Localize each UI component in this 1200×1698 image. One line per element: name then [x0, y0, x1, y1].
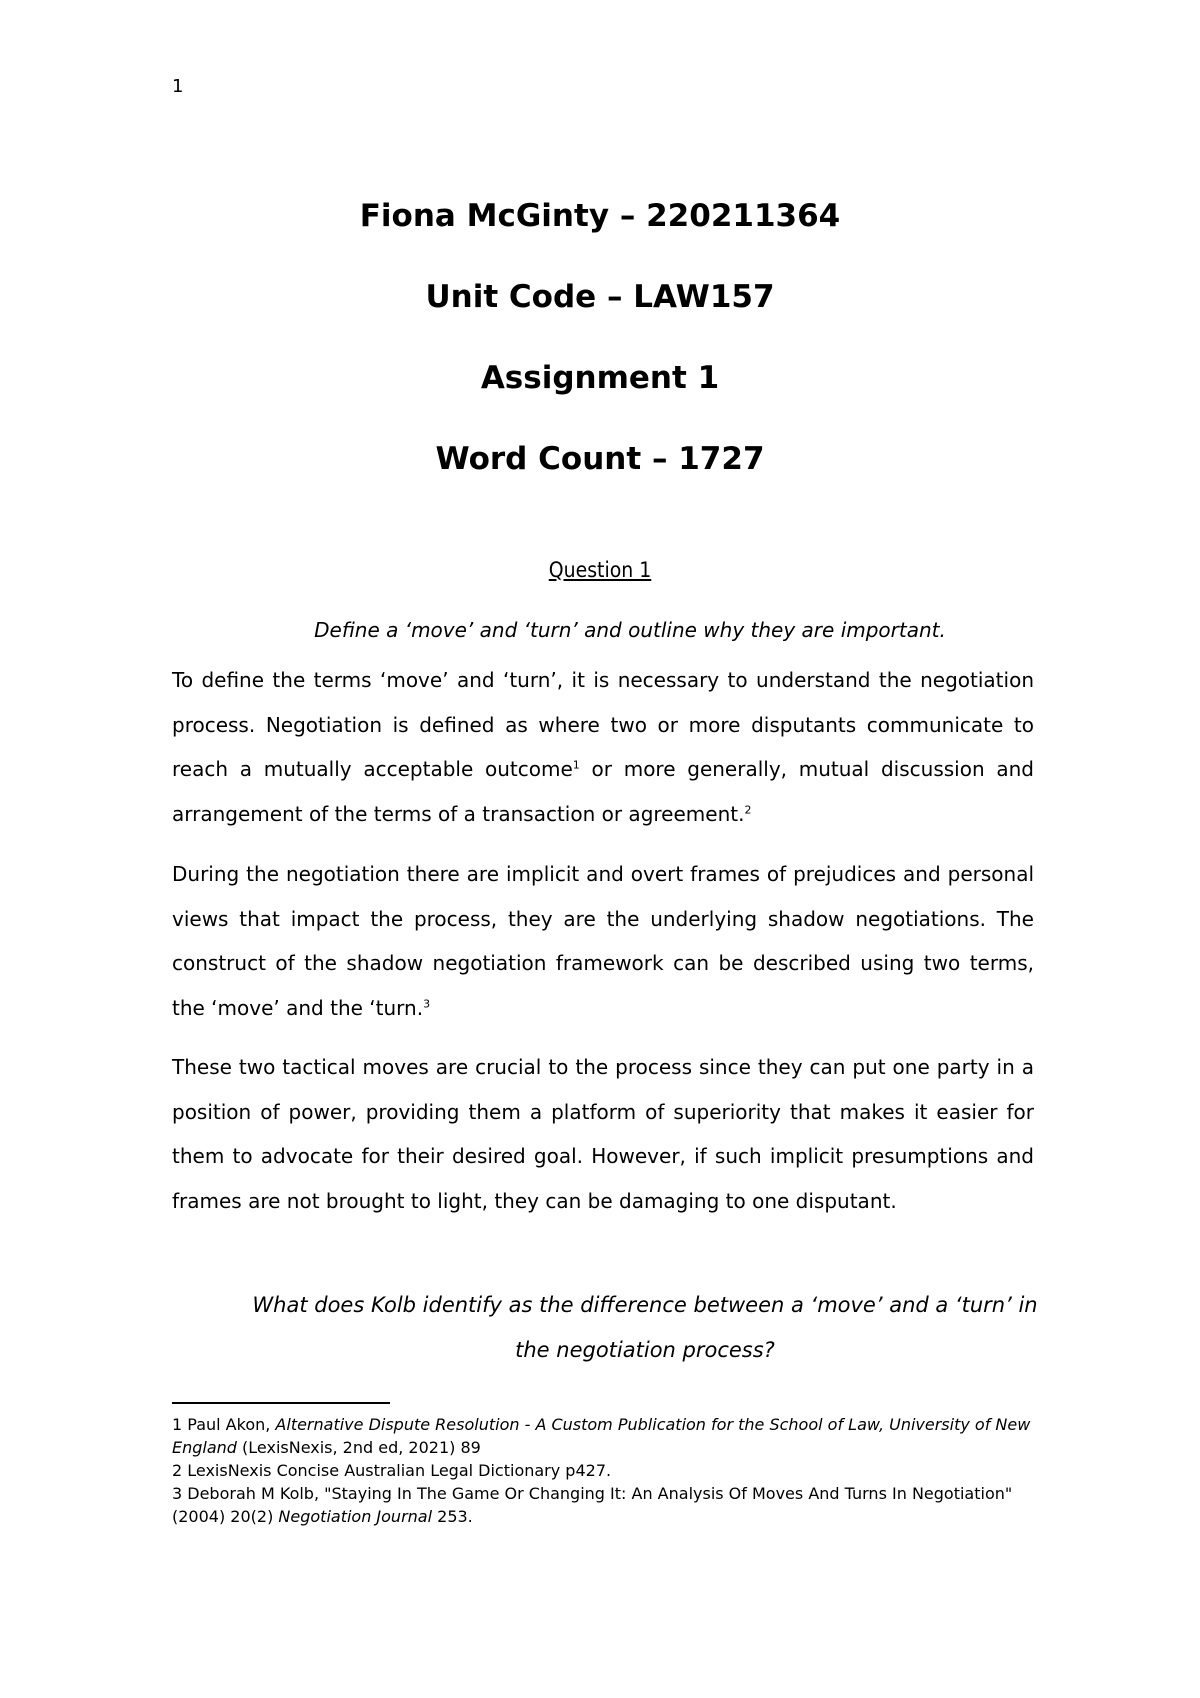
- footnote-3: [172, 1482, 1032, 1528]
- footnote-3-page: 253.: [432, 1507, 473, 1526]
- page-number: 1: [172, 76, 184, 97]
- paragraph-1-text-b: or more generally, mutual discussion and arrangement of the terms of a transaction or agreement.: [172, 757, 1034, 826]
- footnote-ref-3[interactable]: 3: [423, 996, 431, 1010]
- footnote-1-title: Alternative Dispute Resolution - A Custom Publication for the School of Law, University of New England: [172, 1415, 1031, 1457]
- footnote-1-publisher: (LexisNexis, 2nd ed, 2021) 89: [236, 1438, 481, 1457]
- question-heading: Question 1: [548, 558, 652, 582]
- paragraph-2-text: During the negotiation there are implicit and overt frames of prejudices and personal views that impact the process, they are the underlying shadow negotiations. The construct of the shadow negotiation framework can be described using two terms, the ‘move’ and the ‘turn.: [172, 862, 1034, 1020]
- paragraph-3: These two tactical moves are crucial to the process since they can put one party in a position of power, providing them a platform of superiority that makes it easier for them to advocate for their desired goal. However, if such implicit presumptions and frames are not brought to light, they can be damaging to one disputant.: [172, 1055, 1034, 1213]
- question-prompt-1: Define a ‘move’ and ‘turn’ and outline why they are important.: [314, 618, 946, 642]
- footnote-ref-2[interactable]: 2: [744, 802, 752, 816]
- footnote-2: 2 LexisNexis Concise Australian Legal Dictionary p427.: [172, 1461, 612, 1480]
- footnote-1: [172, 1413, 1032, 1459]
- footnote-1-author: 1 Paul Akon,: [172, 1415, 276, 1434]
- unit-code: Unit Code – LAW157: [425, 279, 775, 315]
- footnotes: [172, 1413, 1032, 1528]
- footnote-3-journal: Negotiation Journal: [278, 1507, 433, 1526]
- paragraph-1: [172, 658, 1034, 836]
- question-prompt-2: What does Kolb identify as the difference between a ‘move’ and a ‘turn’ in the negotiation process?: [252, 1293, 1038, 1362]
- paragraph-2: [172, 852, 1034, 1030]
- word-count: Word Count – 1727: [435, 441, 765, 477]
- title-block: [0, 196, 1200, 520]
- footnote-3-citation: 3 Deborah M Kolb, "Staying In The Game Or Changing It: An Analysis Of Moves And Turns In Negotiation" (2004) 20(2): [172, 1484, 1013, 1526]
- paragraph-1-text-a: To define the terms ‘move’ and ‘turn’, it is necessary to understand the negotiation process. Negotiation is defined as where two or more disputants communicate to reach a mutually acceptable outcome: [172, 668, 1034, 781]
- assignment-title: Assignment 1: [480, 360, 720, 396]
- footnote-ref-1[interactable]: 1: [572, 758, 580, 772]
- author-title: Fiona McGinty – 220211364: [359, 198, 841, 234]
- footnote-separator: [172, 1402, 390, 1404]
